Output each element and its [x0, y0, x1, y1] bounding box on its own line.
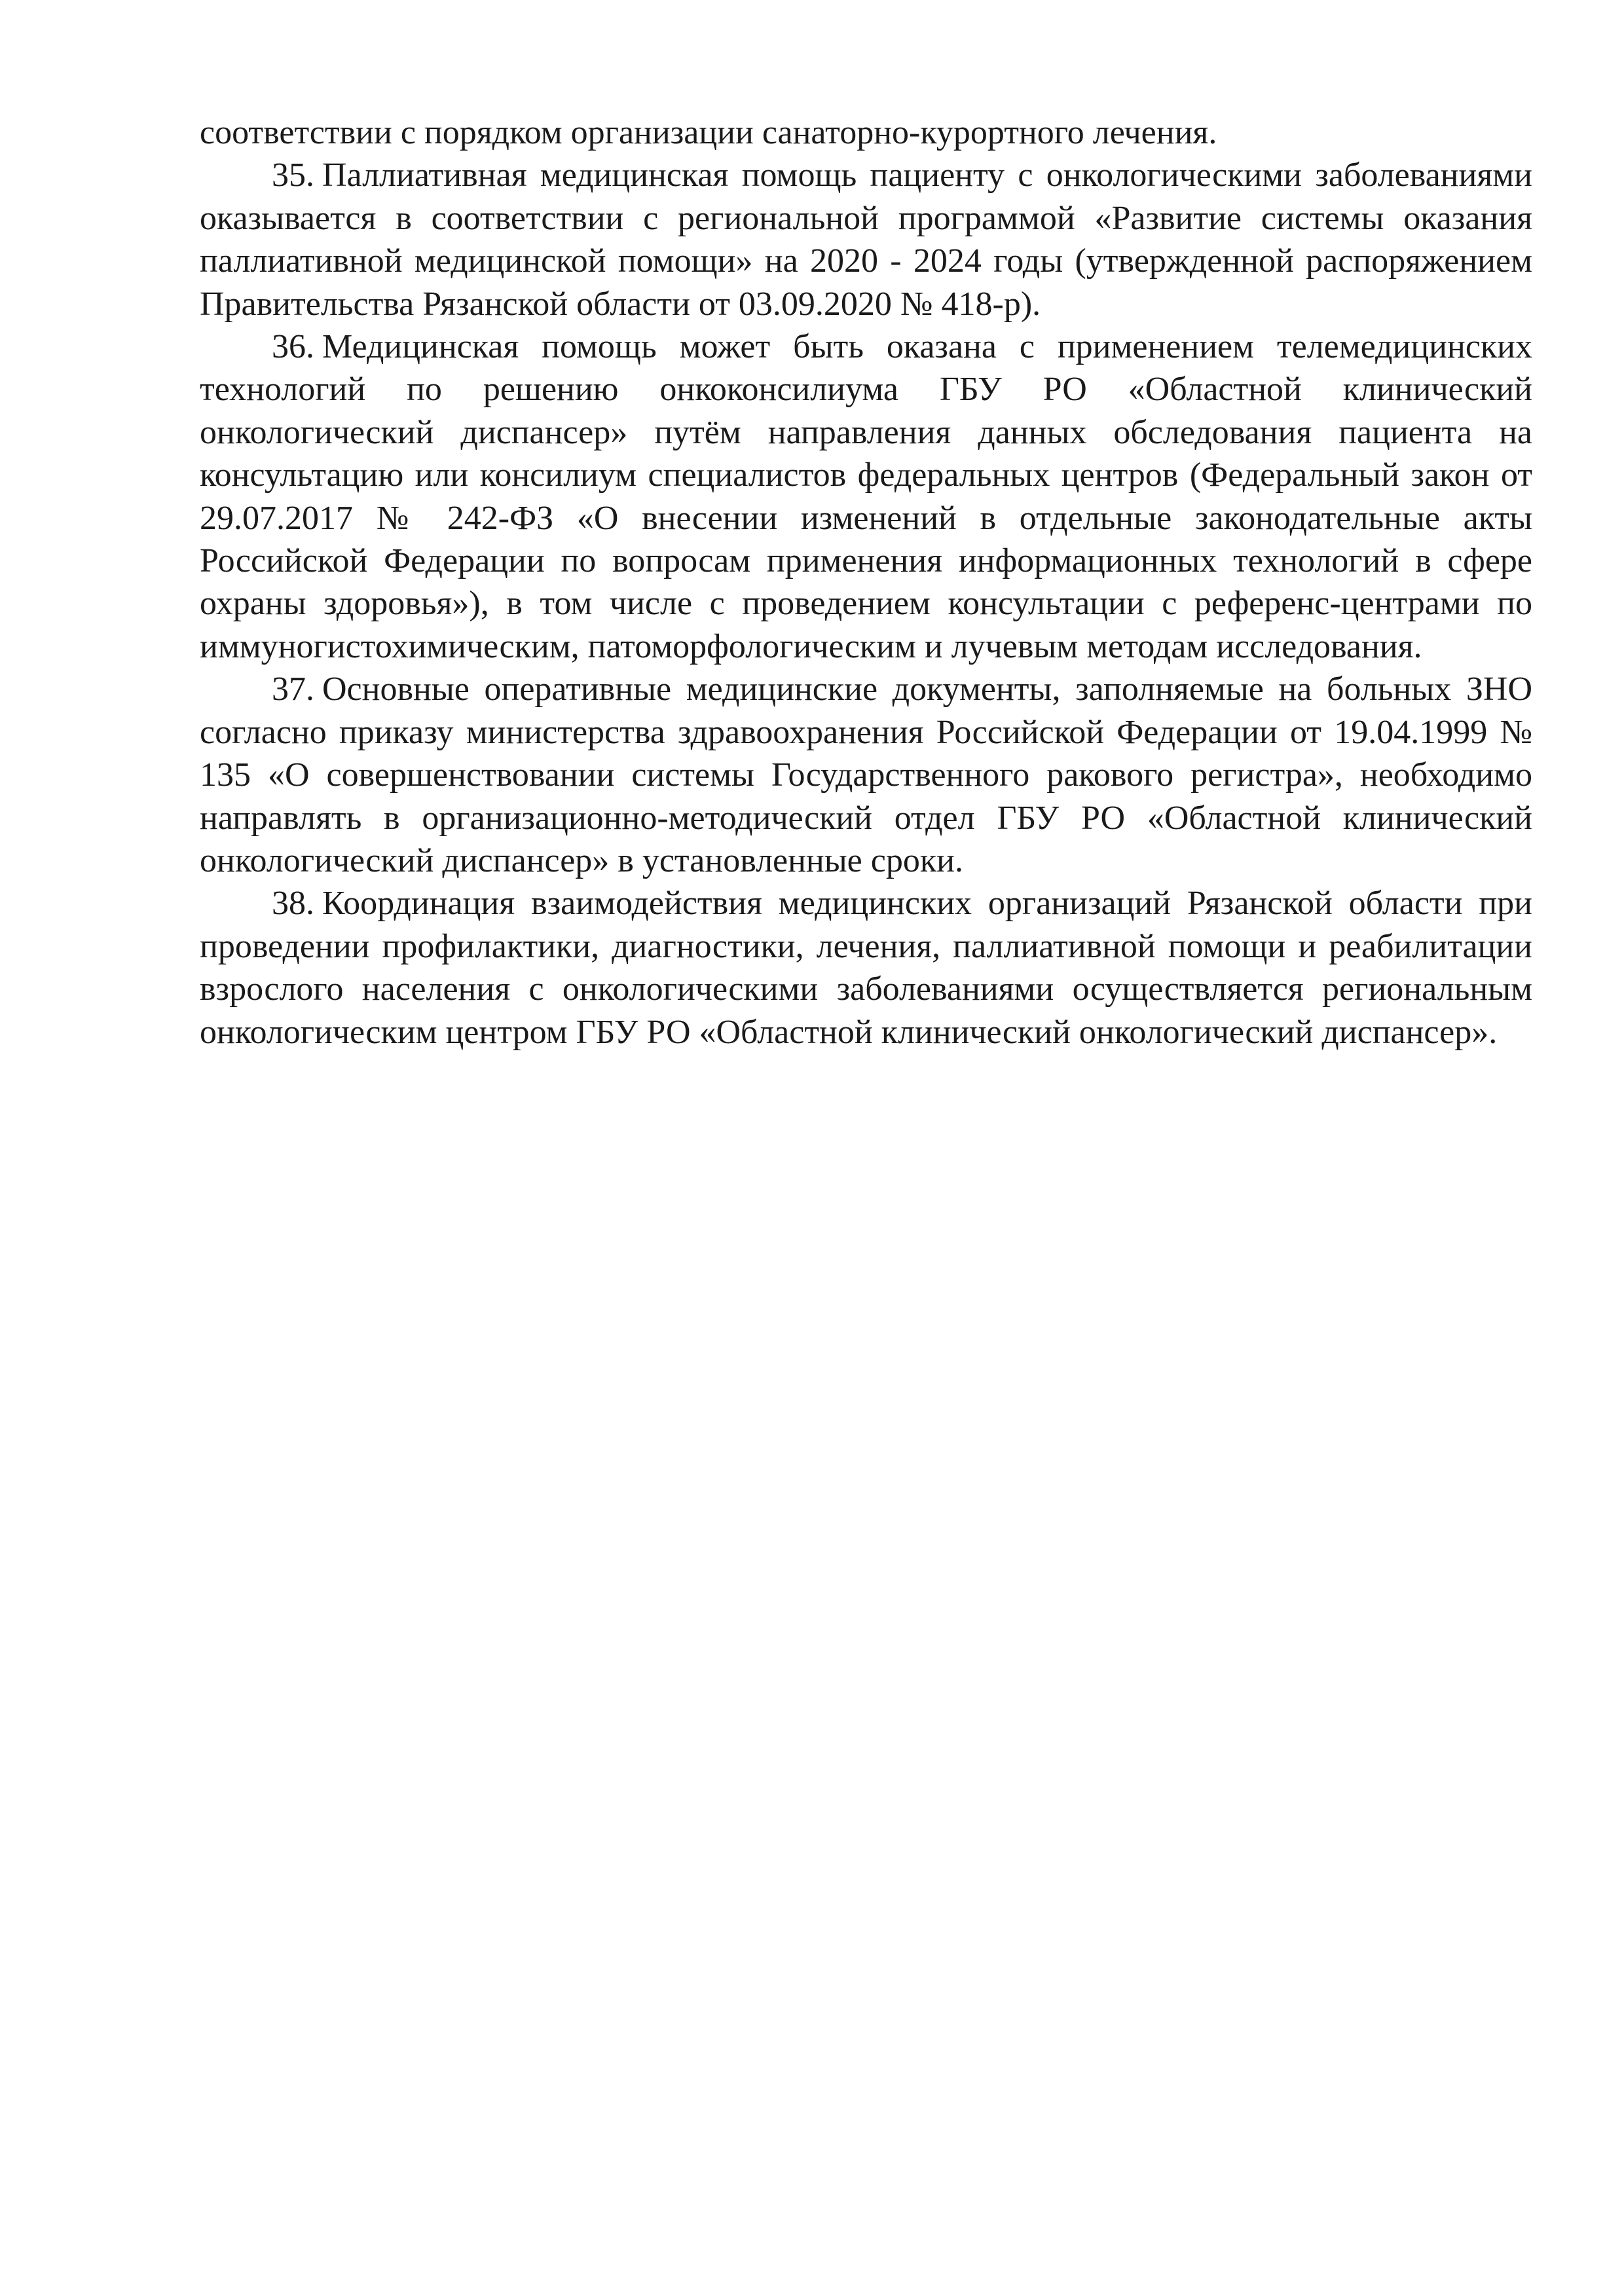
paragraph-continuation [200, 111, 1532, 154]
paragraph-number: 37. [272, 670, 314, 708]
paragraph-text: Основные оперативные медицинские документы, заполняемые на больных ЗНО согласно приказу министерства здравоохранения Российской Федерации от 19.04.1999 № 135 «О совершенствовании системы Государственного ракового регистра», необходимо направлять в организационно-методический отдел ГБУ РО «Областной клинический онкологический диспансер» в установленные сроки. [200, 670, 1532, 879]
paragraph-number: 38. [272, 885, 314, 923]
paragraph-36 [200, 325, 1532, 668]
document-body [200, 111, 1532, 1054]
paragraph-number: 35. [272, 156, 314, 194]
paragraph-text: Координация взаимодействия медицинских организаций Рязанской области при проведении профилактики, диагностики, лечения, паллиативной помощи и реабилитации взрослого населения с онкологическими заболеваниями осуществляется региональным онкологическим центром ГБУ РО «Областной клинический онкологический диспансер». [200, 885, 1532, 1051]
paragraph-text: Паллиативная медицинская помощь пациенту с онкологическими заболеваниями оказывается в соответствии с региональной программой «Развитие системы оказания паллиативной медицинской помощи» на 2020 - 2024 годы (утвержденной распоряжением Правительства Рязанской области от 03.09.2020 № 418-р). [200, 156, 1532, 323]
paragraph-35 [200, 154, 1532, 325]
paragraph-38 [200, 882, 1532, 1054]
paragraph-37 [200, 668, 1532, 882]
paragraph-text: соответствии с порядком организации санаторно-курортного лечения. [200, 114, 1217, 151]
paragraph-text: Медицинская помощь может быть оказана с применением телемедицинских технологий по решению онкоконсилиума ГБУ РО «Областной клинический онкологический диспансер» путём направления данных обследования пациента на консультацию или консилиум специалистов федеральных центров (Федеральный закон от 29.07.2017 № 242-ФЗ «О внесении изменений в отдельные законодательные акты Российской Федерации по вопросам применения информационных технологий в сфере охраны здоровья»), в том числе с проведением консультации с референс-центрами по иммуногистохимическим, патоморфологическим и лучевым методам исследования. [200, 328, 1532, 665]
paragraph-number: 36. [272, 328, 314, 366]
